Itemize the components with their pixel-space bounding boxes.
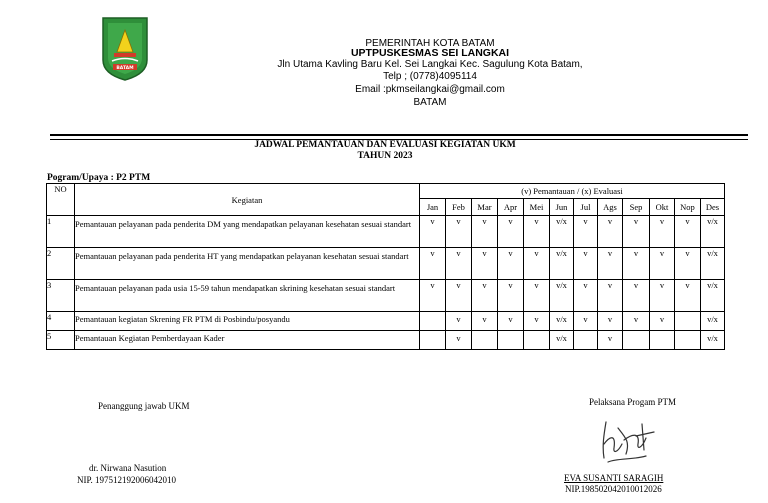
row-mark: v <box>420 216 446 248</box>
row-mark: v/x <box>550 216 574 248</box>
letterhead-government: PEMERINTAH KOTA BATAM <box>365 38 495 49</box>
row-mark: v/x <box>550 280 574 312</box>
row-mark: v <box>598 216 623 248</box>
left-signer-role: Penanggung jawab UKM <box>98 401 190 411</box>
city-emblem-logo <box>100 16 150 82</box>
row-mark: v <box>650 216 675 248</box>
letterhead-divider-thick <box>50 134 748 136</box>
row-mark: v <box>498 216 524 248</box>
right-signer-nip: NIP.198502042010012026 <box>565 484 662 494</box>
col-no-header: NO <box>47 184 75 216</box>
table-row <box>47 331 725 350</box>
month-header: Des <box>701 199 725 216</box>
row-mark: v <box>524 280 550 312</box>
letterhead-address: Jln Utama Kavling Baru Kel. Sei Langkai Kec. Sagulung Kota Batam, <box>277 59 583 70</box>
row-mark: v <box>623 312 650 331</box>
right-signer-name: EVA SUSANTI SARAGIH <box>564 473 664 483</box>
row-mark <box>675 331 701 350</box>
row-mark: v <box>623 216 650 248</box>
row-activity: Pemantauan pelayanan pada penderita DM yang mendapatkan pelayanan kesehatan sesuai standart <box>75 216 420 248</box>
row-mark: v <box>598 331 623 350</box>
month-header: Feb <box>446 199 472 216</box>
row-mark: v <box>498 312 524 331</box>
row-activity: Pemantauan kegiatan Skrening FR PTM di Posbindu/posyandu <box>75 312 420 331</box>
row-mark: v <box>472 280 498 312</box>
letterhead-phone: Telp ; (0778)4095114 <box>383 71 477 82</box>
table-row <box>47 280 725 312</box>
table-row <box>47 312 725 331</box>
left-signer-name: dr. Nirwana Nasution <box>89 463 167 473</box>
month-header: Ags <box>598 199 623 216</box>
program-label: Pogram/Upaya : P2 PTM <box>47 173 151 183</box>
month-header: Nop <box>675 199 701 216</box>
row-mark: v/x <box>550 331 574 350</box>
row-mark: v <box>574 216 598 248</box>
row-mark: v <box>650 312 675 331</box>
row-activity: Pemantauan pelayanan pada penderita HT yang mendapatkan pelayanan kesehatan sesuai standart <box>75 248 420 280</box>
row-mark: v <box>420 248 446 280</box>
row-number: 2 <box>47 248 75 280</box>
row-mark <box>623 331 650 350</box>
row-number: 1 <box>47 216 75 248</box>
row-mark: v <box>675 248 701 280</box>
schedule-table <box>46 183 725 350</box>
row-mark: v/x <box>701 216 725 248</box>
row-mark: v <box>598 280 623 312</box>
row-mark: v <box>472 248 498 280</box>
row-mark: v <box>623 248 650 280</box>
row-mark: v <box>524 216 550 248</box>
month-header: Jul <box>574 199 598 216</box>
document-title: JADWAL PEMANTAUAN DAN EVALUASI KEGIATAN UKM <box>254 140 516 150</box>
row-activity: Pemantauan pelayanan pada usia 15-59 tahun mendapatkan skrining kesehatan sesuai standart <box>75 280 420 312</box>
row-number: 4 <box>47 312 75 331</box>
row-mark: v <box>420 280 446 312</box>
table-row <box>47 216 725 248</box>
letterhead-email: Email :pkmseilangkai@gmail.com <box>355 84 505 95</box>
row-mark: v <box>675 280 701 312</box>
row-mark: v <box>623 280 650 312</box>
row-mark: v <box>650 280 675 312</box>
row-mark: v <box>446 248 472 280</box>
row-number: 3 <box>47 280 75 312</box>
letterhead-institution: UPTPUSKESMAS SEI LANGKAI <box>350 47 510 59</box>
row-mark: v <box>498 280 524 312</box>
row-mark: v/x <box>701 331 725 350</box>
row-mark <box>524 331 550 350</box>
row-mark: v <box>446 216 472 248</box>
table-row <box>47 248 725 280</box>
row-mark <box>420 312 446 331</box>
row-mark <box>472 331 498 350</box>
row-mark: v <box>598 248 623 280</box>
row-activity: Pemantauan Kegiatan Pemberdayaan Kader <box>75 331 420 350</box>
row-mark: v <box>650 248 675 280</box>
month-header: Apr <box>498 199 524 216</box>
row-number: 5 <box>47 331 75 350</box>
col-activity-header: Kegiatan <box>75 184 420 216</box>
row-mark <box>650 331 675 350</box>
letterhead-city: BATAM <box>413 97 447 108</box>
row-mark: v <box>498 248 524 280</box>
row-mark: v <box>472 216 498 248</box>
row-mark: v <box>574 312 598 331</box>
month-header: Mar <box>472 199 498 216</box>
row-mark: v <box>675 216 701 248</box>
row-mark: v <box>524 248 550 280</box>
row-mark: v <box>598 312 623 331</box>
row-mark: v <box>446 331 472 350</box>
left-signer-nip: NIP. 197512192006042010 <box>77 475 177 485</box>
row-mark: v <box>574 280 598 312</box>
row-mark <box>498 331 524 350</box>
month-header: Sep <box>623 199 650 216</box>
row-mark: v/x <box>701 280 725 312</box>
row-mark: v <box>446 280 472 312</box>
row-mark: v <box>472 312 498 331</box>
row-mark: v/x <box>550 312 574 331</box>
row-mark: v <box>574 248 598 280</box>
month-header: Jan <box>420 199 446 216</box>
row-mark: v/x <box>701 248 725 280</box>
row-mark <box>574 331 598 350</box>
right-signer-role: Pelaksana Progam PTM <box>589 397 676 407</box>
handwritten-signature-icon <box>596 414 660 468</box>
row-mark <box>675 312 701 331</box>
row-mark: v/x <box>550 248 574 280</box>
month-header: Jun <box>550 199 574 216</box>
month-header: Mei <box>524 199 550 216</box>
document-year: TAHUN 2023 <box>357 151 413 161</box>
row-mark: v <box>524 312 550 331</box>
month-header: Okt <box>650 199 675 216</box>
table-header-row <box>47 184 725 199</box>
row-mark <box>420 331 446 350</box>
row-mark: v <box>446 312 472 331</box>
legend-header: (v) Pemantauan / (x) Evaluasi <box>420 184 725 199</box>
svg-text:BATAM: BATAM <box>116 66 134 71</box>
row-mark: v/x <box>701 312 725 331</box>
